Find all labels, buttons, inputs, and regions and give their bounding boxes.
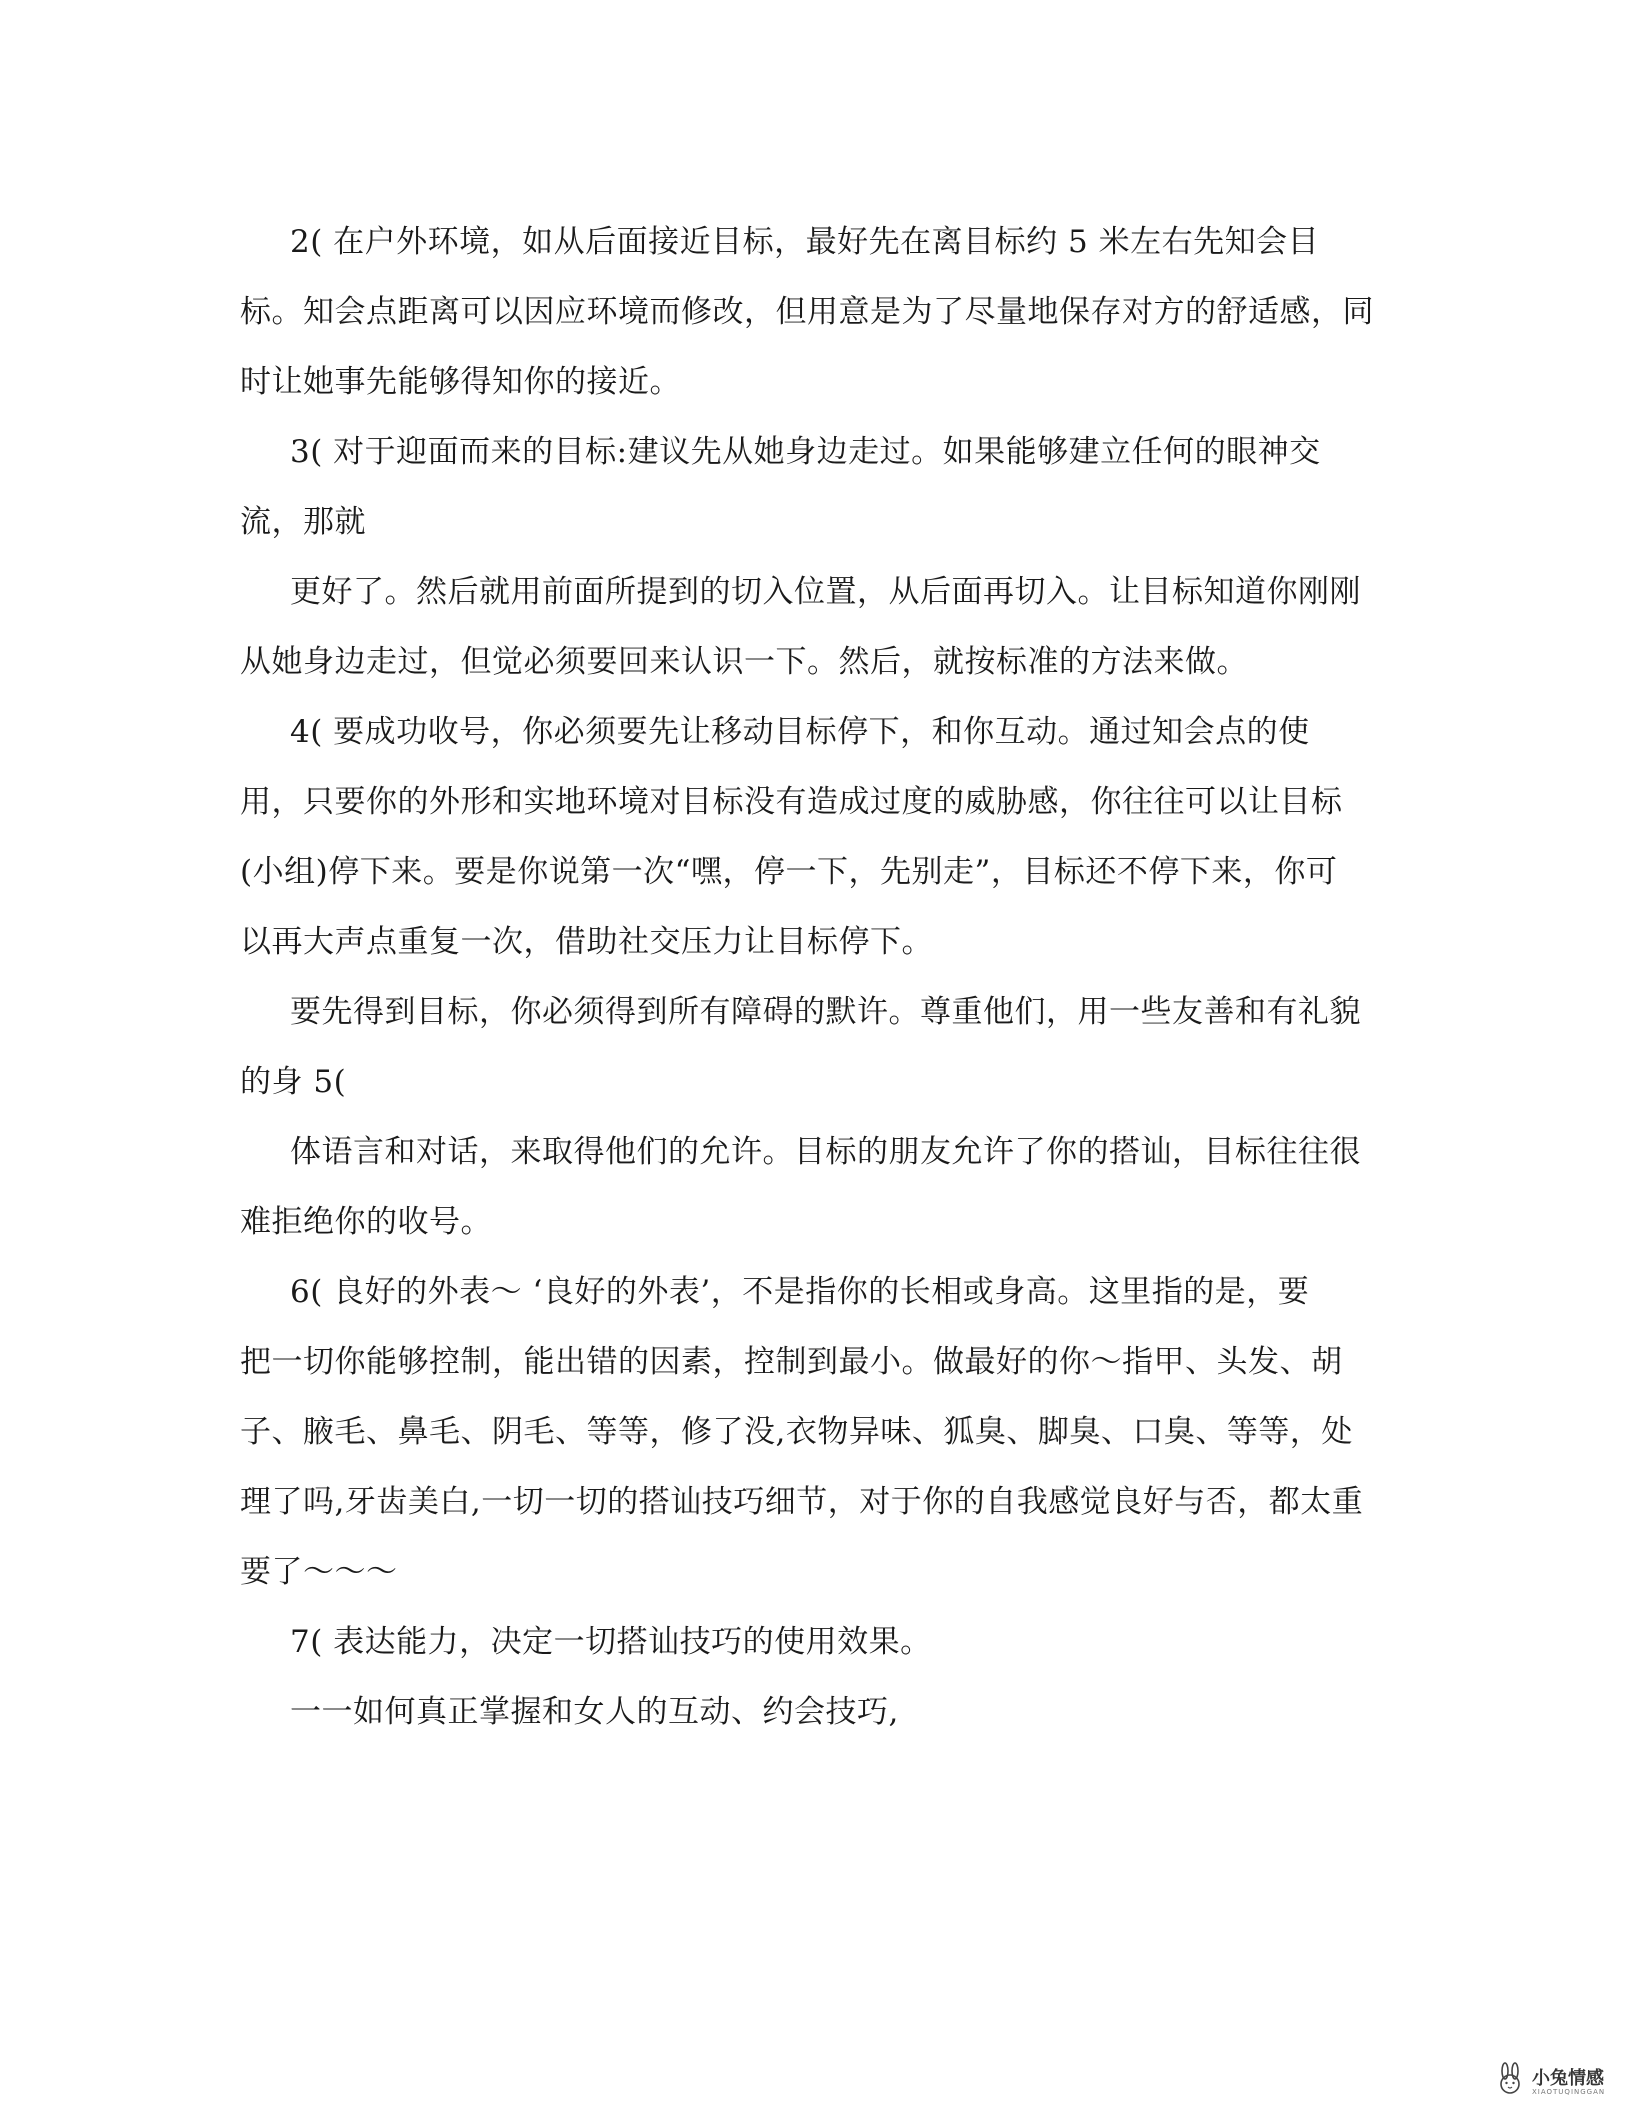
text-line: 时让她事先能够得知你的接近。	[240, 364, 681, 400]
text-line: 3( 对于迎面而来的目标:建议先从她身边走过。如果能够建立任何的眼神交	[290, 434, 1321, 470]
text-line: 用，只要你的外形和实地环境对目标没有造成过度的威胁感，你往往可以让目标	[240, 784, 1343, 820]
text-line: 把一切你能够控制，能出错的因素，控制到最小。做最好的你～指甲、头发、胡	[240, 1344, 1343, 1380]
text-line: 从她身边走过，但觉必须要回来认识一下。然后，就按标准的方法来做。	[240, 644, 1248, 680]
watermark	[1494, 2060, 1614, 2102]
text-line: 要先得到目标，你必须得到所有障碍的默许。尊重他们，用一些友善和有礼貌	[290, 994, 1361, 1030]
text-line: 的身 5(	[240, 1064, 347, 1100]
text-line: 更好了。然后就用前面所提到的切入位置，从后面再切入。让目标知道你刚刚	[290, 574, 1361, 610]
text-line: 以再大声点重复一次，借助社交压力让目标停下。	[240, 924, 933, 960]
rabbit-logo-icon	[1494, 2062, 1528, 2096]
text-line: 6( 良好的外表～ ‘良好的外表’，不是指你的长相或身高。这里指的是，要	[290, 1274, 1310, 1310]
text-line: 4( 要成功收号，你必须要先让移动目标停下，和你互动。通过知会点的使	[290, 714, 1310, 750]
text-line: 难拒绝你的收号。	[240, 1204, 492, 1240]
watermark-subtitle: XIAOTUQINGGAN	[1532, 2088, 1606, 2096]
text-line: 2( 在户外环境，如从后面接近目标，最好先在离目标约 5 米左右先知会目	[290, 224, 1320, 260]
text-line: 子、腋毛、鼻毛、阴毛、等等，修了没,衣物异味、狐臭、脚臭、口臭、等等，处	[240, 1414, 1353, 1450]
text-line: 7( 表达能力，决定一切搭讪技巧的使用效果。	[290, 1624, 932, 1660]
watermark-name: 小兔情感	[1532, 2068, 1604, 2089]
text-line: 要了～～～	[240, 1554, 398, 1590]
text-line: 标。知会点距离可以因应环境而修改，但用意是为了尽量地保存对方的舒适感，同	[240, 294, 1374, 330]
text-line: 流，那就	[240, 504, 366, 540]
text-line: 体语言和对话，来取得他们的允许。目标的朋友允许了你的搭讪，目标往往很	[290, 1134, 1361, 1170]
text-line: (小组)停下来。要是你说第一次“嘿，停一下，先别走”，目标还不停下来，你可	[240, 854, 1338, 890]
text-line: 理了吗,牙齿美白,一切一切的搭讪技巧细节，对于你的自我感觉良好与否，都太重	[240, 1484, 1364, 1520]
text-line: 一一如何真正掌握和女人的互动、约会技巧,	[290, 1694, 899, 1730]
